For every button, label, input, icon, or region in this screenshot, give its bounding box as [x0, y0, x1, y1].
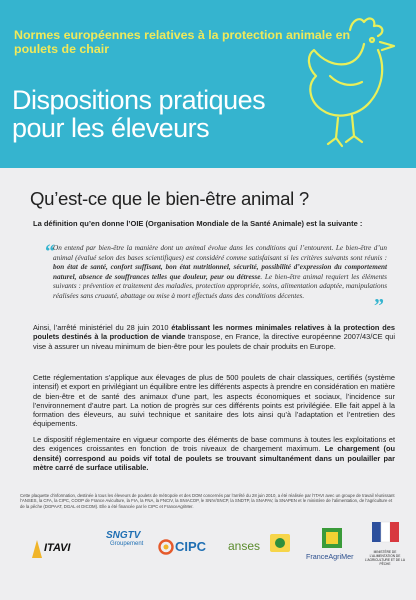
franceagrimer-label: FranceAgriMer [306, 552, 354, 561]
sngtv-label: SNGTV [106, 530, 141, 541]
p3-text-1: Le dispositif réglementaire en vigueur comporte des éléments de base communs à toutes les exploitations et des exigences croissantes en fonction de trois niveaux de chargement maximum. [33, 435, 395, 454]
paragraph-dispositif [33, 435, 395, 472]
section-heading: Qu’est-ce que le bien-être animal ? [30, 188, 309, 209]
paragraph-arrete [33, 323, 395, 351]
quote-text-2: . Le bien-être animal requiert les éléments suivants : prévention et traitement des maladies, protection appropriée, soins, alimentation adaptée, manipulations réalisées sans cruauté, abattage ou mise à mort effectués dans des conditions décentes. [53, 272, 387, 300]
p1-text-2: transpose, en France, la directive européenne 2007/43/CE qui vise à assurer un niveau minimum de bien-être pour les poulets de chair produits en Europe. [33, 332, 395, 351]
partner-logos [0, 520, 416, 590]
credits-text: Cette plaquette d’information, destinée à tous les éleveurs de poulets de métropole et des DOM concernés par l’arrêté du 28 juin 2010, a été réalisée par l’ITAVI avec un groupe de travail réunissant l’ANSES, la CFA, la CIPC, COOP de France Aviculture, la FIA, la FNA, la FNCIV, la SNIACOP, le SNIV/SNCP, la SNDTP, la SNAPAV, la SNAPEN et le ministère de l’alimentation, de l’agriculture et de la pêche (DGPAAT, DGAL et DICOM). Elle a été financée par le CIPC et FranceAgriMer. [20, 493, 395, 509]
p1-bold-1: établissant les normes minimales relatives à la protection des poulets destinés à la production de viande [33, 323, 395, 342]
itavi-label: ITAVI [44, 542, 71, 554]
definition-quote [53, 244, 387, 302]
franceagrimer-logo [306, 526, 362, 566]
ministere-label: MINISTÈRE DE L’ALIMENTATION DE L’AGRICULTURE ET DE LA PÊCHE [365, 550, 405, 566]
chicken-outline-icon [300, 10, 416, 160]
p3-bold-1: Le chargement (ou densité) correspond au poids vif total de poulets se trouvant simultanément dans un poulailler par mètre carré de surface utilisable. [33, 444, 395, 472]
cipc-logo [158, 534, 214, 560]
anses-logo [228, 537, 268, 557]
franceagrimer-mark-icon [320, 526, 344, 550]
paragraph-reglementation: Cette réglementation s’applique aux élevages de plus de 500 poulets de chair classiques, certifiés (système intensif) et export en privilégiant un équilibre entre les différents aspects à prendre en considération en matière de bien-être et de santé des animaux d’une part, les aspects économiques et sociaux, l’incidence sur l’environnement d’autre part. La notion de progrès sur ces différents points est privilégiée. Elle fait appel à la formation des éleveurs, au suivi technique et sanitaire des lots ainsi qu’à l’adaptation et l’entretien des équipements. [33, 373, 395, 429]
intro-text: La définition qu’en donne l’OIE (Organisation Mondiale de la Santé Animale) est la suivante : [33, 219, 363, 228]
header-subtitle: Normes européennes relatives à la protection animale en poulets de chair [14, 28, 351, 56]
quote-open-mark: “ [45, 241, 55, 263]
quote-close-mark: ” [374, 295, 384, 317]
main-content [0, 168, 416, 600]
cipc-label: CIPC [175, 539, 207, 554]
quote-bold-1: bon état de santé, confort suffisant, bon état nutritionnel, sécurité, possibilité d’expression du comportement naturel, absence de souffrances telles que douleur, peur ou détresse [53, 263, 387, 281]
itavi-mark-icon [30, 538, 44, 560]
ministere-logo [364, 520, 406, 570]
sngtv-logo [104, 528, 148, 562]
republique-francaise-flag-icon [364, 520, 406, 548]
sniac-logo-icon [268, 530, 292, 556]
page-title: Dispositions pratiques pour les éleveurs [12, 85, 266, 143]
sngtv-sub-label: Groupement [110, 541, 144, 547]
itavi-logo [30, 536, 92, 560]
header-banner [0, 0, 416, 168]
p1-text-1: Ainsi, l’arrêté ministériel du 28 juin 2010 [33, 323, 172, 332]
cipc-mark-icon [158, 539, 174, 555]
quote-text-1: On entend par bien-être la manière dont un animal évolue dans les conditions qui l’entourent. Le bien-être d’un animal (évalué selon des bases scientifiques) est considéré comme satisfaisant si les critères suivants sont réunis : [53, 244, 387, 262]
anses-label: anses [228, 539, 261, 553]
